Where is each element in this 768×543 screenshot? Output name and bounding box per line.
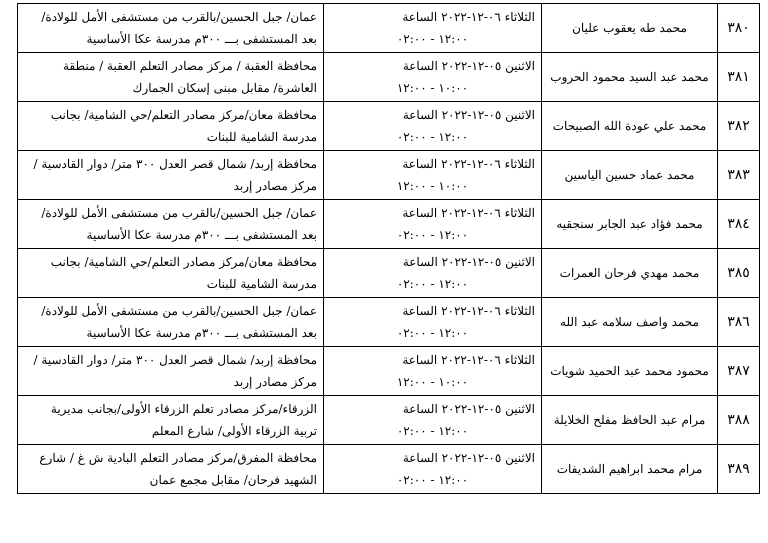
exam-time: ١٠:٠٠ - ١٢:٠٠ [396, 81, 469, 95]
exam-date: الثلاثاء ٠٦-١٢-٢٠٢٢ الساعة [402, 157, 535, 171]
row-number: ٣٨٦ [718, 298, 760, 347]
exam-time: ١٢:٠٠ - ٠٢:٠٠ [396, 228, 469, 242]
table-row [18, 4, 760, 53]
table-row [18, 102, 760, 151]
exam-time: ١٠:٠٠ - ١٢:٠٠ [396, 375, 469, 389]
applicant-name: محمد مهدي فرحان العمرات [542, 249, 718, 298]
exam-time: ١٠:٠٠ - ١٢:٠٠ [396, 179, 469, 193]
exam-time: ١٢:٠٠ - ٠٢:٠٠ [396, 424, 469, 438]
table-row [18, 53, 760, 102]
exam-date: الثلاثاء ٠٦-١٢-٢٠٢٢ الساعة [402, 304, 535, 318]
exam-date-cell [324, 200, 542, 249]
exam-date: الاثنين ٠٥-١٢-٢٠٢٢ الساعة [402, 402, 535, 416]
exam-date-cell [324, 396, 542, 445]
document-page [17, 3, 759, 494]
exam-date: الاثنين ٠٥-١٢-٢٠٢٢ الساعة [402, 451, 535, 465]
exam-location: عمان/ جبل الحسين/بالقرب من مستشفى الأمل للولادة/ بعد المستشفى بـــ ٣٠٠م مدرسة عكا الأساسية [18, 4, 324, 53]
exam-location: الزرقاء/مركز مصادر تعلم الزرقاء الأولى/بجانب مديرية تربية الزرقاء الأولى/ شارع المعلم [18, 396, 324, 445]
exam-location: محافظة المفرق/مركز مصادر التعلم البادية ش غ / شارع الشهيد فرحان/ مقابل مجمع عمان [18, 445, 324, 494]
exam-time: ١٢:٠٠ - ٠٢:٠٠ [396, 32, 469, 46]
exam-time: ١٢:٠٠ - ٠٢:٠٠ [396, 130, 469, 144]
exam-date: الثلاثاء ٠٦-١٢-٢٠٢٢ الساعة [402, 206, 535, 220]
applicant-name: محمد عماد حسين الياسين [542, 151, 718, 200]
exam-date-cell [324, 298, 542, 347]
row-number: ٣٨٧ [718, 347, 760, 396]
table-row [18, 396, 760, 445]
applicant-name: محمد واصف سلامه عبد الله [542, 298, 718, 347]
row-number: ٣٨٣ [718, 151, 760, 200]
applicant-name: مرام محمد ابراهيم الشديفات [542, 445, 718, 494]
applicant-name: محمد عبد السيد محمود الحروب [542, 53, 718, 102]
exam-date-cell [324, 445, 542, 494]
row-number: ٣٨٩ [718, 445, 760, 494]
exam-date-cell [324, 249, 542, 298]
exam-date: الاثنين ٠٥-١٢-٢٠٢٢ الساعة [402, 59, 535, 73]
exam-date-cell [324, 102, 542, 151]
exam-date: الاثنين ٠٥-١٢-٢٠٢٢ الساعة [402, 255, 535, 269]
exam-date: الثلاثاء ٠٦-١٢-٢٠٢٢ الساعة [402, 10, 535, 24]
exam-date: الثلاثاء ٠٦-١٢-٢٠٢٢ الساعة [402, 353, 535, 367]
row-number: ٣٨٢ [718, 102, 760, 151]
applicant-name: محمد علي عودة الله الصبيحات [542, 102, 718, 151]
table-row [18, 347, 760, 396]
applicant-name: محمود محمد عبد الحميد شويات [542, 347, 718, 396]
row-number: ٣٨٨ [718, 396, 760, 445]
exam-location: محافظة معان/مركز مصادر التعلم/حي الشامية/ بجانب مدرسة الشامية للبنات [18, 249, 324, 298]
table-row [18, 298, 760, 347]
applicant-name: محمد فؤاد عبد الجابر سنجقيه [542, 200, 718, 249]
exam-time: ١٢:٠٠ - ٠٢:٠٠ [396, 326, 469, 340]
row-number: ٣٨١ [718, 53, 760, 102]
exam-location: محافظة إربد/ شمال قصر العدل ٣٠٠ متر/ دوار القادسية / مركز مصادر إربد [18, 151, 324, 200]
row-number: ٣٨٥ [718, 249, 760, 298]
applicant-name: مرام عبد الحافظ مفلح الخلايلة [542, 396, 718, 445]
exam-location: محافظة العقبة / مركز مصادر التعلم العقبة / منطقة العاشرة/ مقابل مبنى إسكان الجمارك [18, 53, 324, 102]
exam-date-cell [324, 151, 542, 200]
exam-date: الاثنين ٠٥-١٢-٢٠٢٢ الساعة [402, 108, 535, 122]
table-row [18, 151, 760, 200]
exam-location: عمان/ جبل الحسين/بالقرب من مستشفى الأمل للولادة/ بعد المستشفى بـــ ٣٠٠م مدرسة عكا الأساسية [18, 298, 324, 347]
exam-date-cell [324, 4, 542, 53]
exam-date-cell [324, 53, 542, 102]
exam-time: ١٢:٠٠ - ٠٢:٠٠ [396, 277, 469, 291]
exam-location: عمان/ جبل الحسين/بالقرب من مستشفى الأمل للولادة/ بعد المستشفى بـــ ٣٠٠م مدرسة عكا الأساسية [18, 200, 324, 249]
exam-time: ١٢:٠٠ - ٠٢:٠٠ [396, 473, 469, 487]
table-row [18, 249, 760, 298]
exam-location: محافظة إربد/ شمال قصر العدل ٣٠٠ متر/ دوار القادسية / مركز مصادر إربد [18, 347, 324, 396]
exam-date-cell [324, 347, 542, 396]
exam-location: محافظة معان/مركز مصادر التعلم/حي الشامية/ بجانب مدرسة الشامية للبنات [18, 102, 324, 151]
applicants-table [17, 3, 760, 494]
row-number: ٣٨٤ [718, 200, 760, 249]
table-row [18, 200, 760, 249]
row-number: ٣٨٠ [718, 4, 760, 53]
applicant-name: محمد طه يعقوب عليان [542, 4, 718, 53]
table-row [18, 445, 760, 494]
